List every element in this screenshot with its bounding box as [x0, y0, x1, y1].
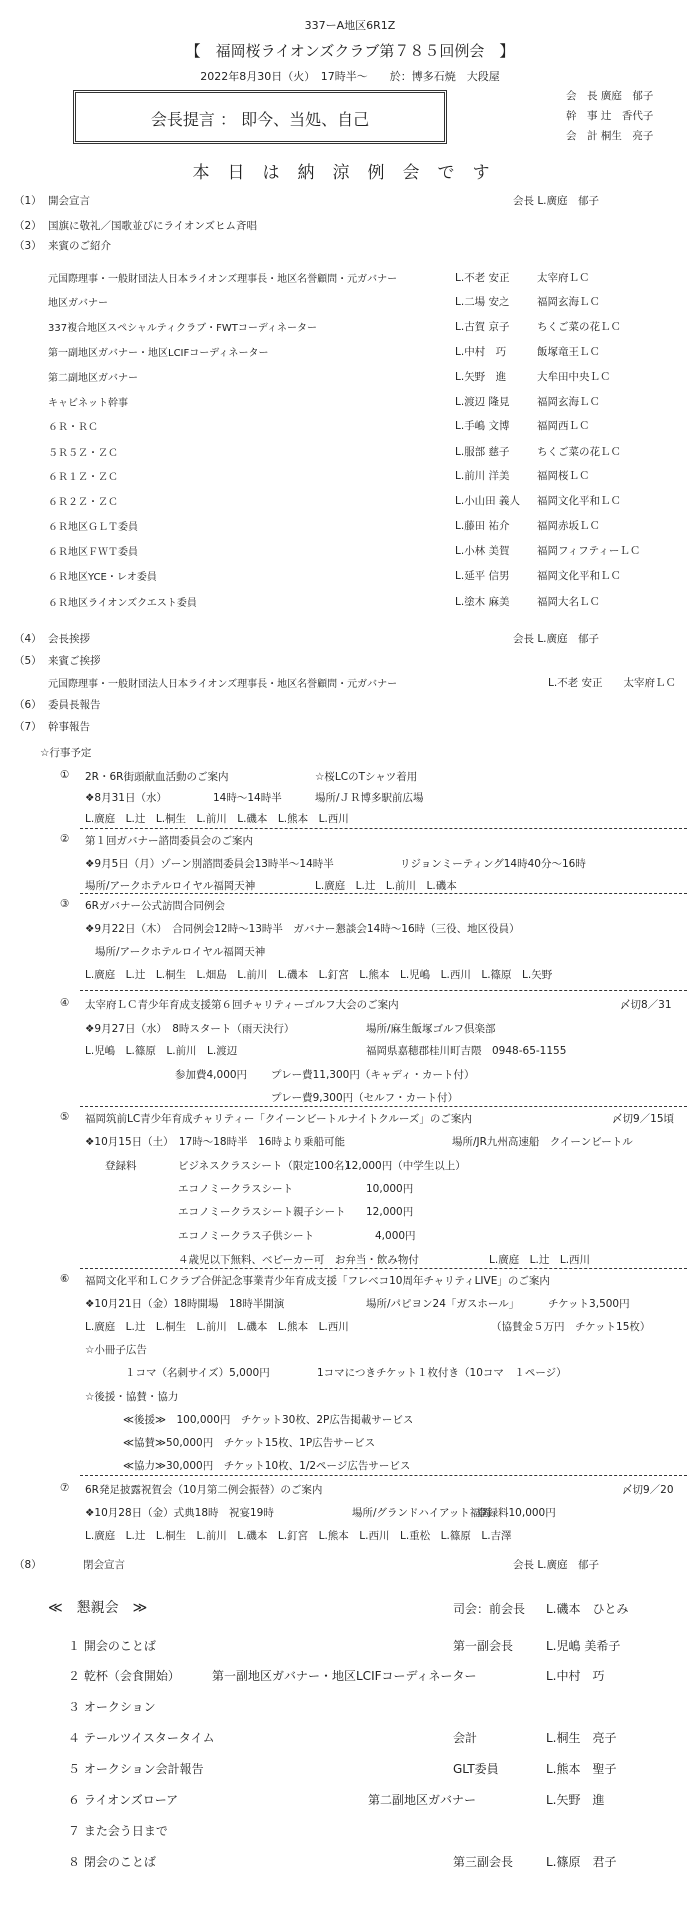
event-place: 場所/アークホテルロイヤル福岡天神	[85, 880, 256, 892]
agenda-num: （7）	[14, 721, 42, 733]
guest-club: 福岡玄海ＬＣ	[537, 396, 600, 408]
guest-title: ６Ｒ１Ｚ・ＺＣ	[48, 472, 118, 483]
event-members: L.廣庭 L.辻 L.西川	[489, 1254, 591, 1266]
event-place: 場所/グランドハイアット福岡	[352, 1507, 491, 1519]
seat-type: ビジネスクラスシート（限定100名）	[178, 1160, 355, 1172]
party-item-role: 第二副地区ガバナー	[368, 1793, 477, 1807]
event-title: 2R・6R街頭献血活動のご案内	[85, 771, 229, 783]
guest-title: ５Ｒ５Ｚ・ＺＣ	[48, 448, 118, 459]
event-date: ❖10月28日（金）式典18時 祝宴19時	[85, 1507, 274, 1519]
guest-name: L.二場 安之	[455, 296, 510, 308]
guest-title: 337複合地区スペシャルティクラブ・FWTコーディネーター	[48, 323, 318, 334]
party-item-role: 第三副会長	[453, 1855, 514, 1869]
event-note: ☆桜LCのTシャツ着用	[315, 771, 418, 783]
guest-name: L.不老 安正	[455, 272, 510, 284]
party-item-name: L.矢野 進	[546, 1793, 605, 1807]
agenda-item: 委員長報告	[48, 699, 101, 711]
guest-club: 大牟田中央ＬＣ	[537, 371, 611, 383]
party-title: ≪ 懇親会 ≫	[48, 1600, 148, 1616]
seat-price: 12,000円	[366, 1206, 414, 1218]
event-time: 14時～14時半	[213, 792, 282, 804]
party-item-name: L.熊本 聖子	[546, 1762, 617, 1776]
event-num: ④	[60, 997, 70, 1009]
guest-name: L.矢野 進	[455, 371, 507, 383]
party-item-text: ５ オークション会計報告	[68, 1762, 204, 1776]
divider	[80, 990, 687, 991]
event-place: 場所/ＪＲ博多駅前広場	[315, 792, 424, 804]
event-members: L.廣庭 L.辻 L.桐生 L.前川 L.磯本 L.釘宮 L.熊本 L.西川 L.重松 L.篠原 L.吉澤	[85, 1530, 512, 1542]
event-members: L.廣庭 L.辻 L.前川 L.磯本	[315, 880, 457, 892]
event-num: ①	[60, 769, 70, 781]
event-title: 第１回ガバナー諮問委員会のご案内	[85, 835, 253, 847]
agenda-num: （2）	[14, 220, 42, 232]
divider	[80, 1268, 687, 1269]
guest-title: ６Ｒ地区ライオンズクエスト委員	[48, 598, 197, 609]
event-date: ❖10月15日（土） 17時～18時半 16時より乗船可能	[85, 1136, 345, 1148]
party-item-text: ８ 閉会のことば	[68, 1855, 156, 1869]
event-deadline: 〆切9／20	[622, 1484, 674, 1496]
fee-label: 登録料	[105, 1160, 137, 1172]
guest-title: 元国際理事・一般財団法人日本ライオンズ理事長・地区名誉顧問・元ガバナー	[48, 274, 398, 285]
guest-club: 福岡文化平和ＬＣ	[537, 495, 621, 507]
agenda-item: 国旗に敬礼／国歌並びにライオンズヒム斉唱	[48, 220, 258, 232]
event-note: ４歳児以下無料、ベビーカー可 お弁当・飲み物付	[178, 1254, 419, 1266]
officer-treasurer: 会 計 桐生 亮子	[566, 130, 654, 142]
event-date: ❖9月22日（木） 合同例会12時～13時半 ガバナー懇談会14時～16時（三役、地区役員）	[85, 923, 520, 935]
agenda-item: 幹事報告	[48, 721, 90, 733]
event-place: 場所/アークホテルロイヤル福岡天神	[95, 946, 266, 958]
event-title: 福岡文化平和ＬＣクラブ合併記念事業青少年育成支援「フレベコ10周年チャリティLIVE」のご案内	[85, 1275, 550, 1287]
agenda-item: 会長挨拶	[48, 633, 90, 645]
agenda-item: 来賓ご挨拶	[48, 655, 101, 667]
seat-price: 10,000円	[366, 1183, 414, 1195]
guest-club: 福岡玄海ＬＣ	[537, 296, 600, 308]
agenda-item: 来賓のご紹介	[48, 240, 111, 252]
sponsor-tier: ≪後援≫ 100,000円 チケット30枚、2P広告掲載サービス	[123, 1414, 414, 1426]
seat-type: エコノミークラスシート親子シート	[178, 1206, 346, 1218]
guest-club: 福岡桜ＬＣ	[537, 470, 590, 482]
mc-name: L.磯本 ひとみ	[546, 1602, 629, 1616]
party-item-text: ７ また会う日まで	[68, 1824, 168, 1838]
guest-name: L.藤田 祐介	[455, 520, 510, 532]
party-item-role: 第一副地区ガバナー・地区LCIFコーディネーター	[212, 1669, 477, 1683]
event-deadline: 〆切9／15頃	[612, 1113, 675, 1125]
event-address: 福岡県嘉穂郡桂川町吉隈 0948-65-1155	[366, 1045, 567, 1057]
party-item-text: １ 開会のことば	[68, 1639, 156, 1653]
guest-name: L.手嶋 文博	[455, 420, 510, 432]
guest-greeting-name: L.不老 安正 太宰府ＬＣ	[548, 677, 677, 689]
guest-club: 福岡大名ＬＣ	[537, 596, 600, 608]
ad-note: 1コマにつきチケット１枚付き（10コマ １ページ）	[317, 1367, 567, 1379]
agenda-speaker: 会長 L.廣庭 郁子	[513, 1559, 600, 1571]
guest-club: ちくご菜の花ＬＣ	[537, 321, 621, 333]
event-date: ❖9月27日（水） 8時スタート（雨天決行）	[85, 1023, 295, 1035]
meeting-title: 【 福岡桜ライオンズクラブ第７８５回例会 】	[185, 42, 515, 60]
divider	[80, 893, 687, 894]
event-members: L.児嶋 L.篠原 L.前川 L.渡辺	[85, 1045, 238, 1057]
seat-price: 12,000円（中学生以上）	[345, 1160, 466, 1172]
party-item-text: ２ 乾杯（会食開始）	[68, 1669, 180, 1683]
guest-club: 福岡文化平和ＬＣ	[537, 570, 621, 582]
event-support: （協賛金５万円 チケット15枚）	[491, 1321, 651, 1333]
guest-title: ６Ｒ地区YCE・レオ委員	[48, 572, 157, 583]
event-members: L.廣庭 L.辻 L.桐生 L.前川 L.磯本 L.熊本 L.西川	[85, 813, 349, 825]
party-item-text: ６ ライオンズローア	[68, 1793, 179, 1807]
party-item-name: L.篠原 君子	[546, 1855, 617, 1869]
event-place: 場所/麻生飯塚ゴルフ倶楽部	[366, 1023, 496, 1035]
agenda-speaker: 会長 L.廣庭 郁子	[513, 195, 600, 207]
guest-club: 太宰府ＬＣ	[537, 272, 590, 284]
mc-role: 司会：前会長	[453, 1602, 526, 1616]
guest-title: 第一副地区ガバナー・地区LCIFコーディネーター	[48, 348, 269, 359]
party-item-name: L.中村 巧	[546, 1669, 605, 1683]
divider	[80, 1475, 687, 1476]
party-item-role: GLT委員	[453, 1762, 499, 1776]
seat-type: エコノミークラス子供シート	[178, 1230, 315, 1242]
agenda-num: （6）	[14, 699, 42, 711]
agenda-item: 閉会宣言	[83, 1559, 125, 1571]
party-item-name: L.桐生 亮子	[546, 1731, 617, 1745]
event-fee: プレー費9,300円（セルフ・カート付）	[271, 1092, 459, 1104]
agenda-num: （5）	[14, 655, 42, 667]
guest-title: ６Ｒ２Ｚ・ＺＣ	[48, 497, 118, 508]
sponsor-tier: ≪協賛≫50,000円 チケット15枚、1P広告サービス	[123, 1437, 376, 1449]
sponsor-title: ☆後援・協賛・協力	[85, 1391, 179, 1403]
ad-title: ☆小冊子広告	[85, 1344, 147, 1356]
events-header: ☆行事予定	[40, 747, 92, 759]
agenda-num: （4）	[14, 633, 42, 645]
event-members: L.廣庭 L.辻 L.桐生 L.前川 L.磯本 L.熊本 L.西川	[85, 1321, 349, 1333]
agenda-num: （1）	[14, 195, 42, 207]
guest-name: L.服部 慈子	[455, 446, 510, 458]
event-members: L.廣庭 L.辻 L.桐生 L.畑島 L.前川 L.磯本 L.釘宮 L.熊本 L.児嶋 L.西川 L.篠原 L.矢野	[85, 969, 553, 981]
guest-title: ６Ｒ・ＲＣ	[48, 422, 98, 433]
seat-type: エコノミークラスシート	[178, 1183, 294, 1195]
guest-name: L.渡辺 隆見	[455, 396, 510, 408]
date-line: 2022年8月30日（火） 17時半～ 於：博多石焼 大段屋	[200, 70, 500, 83]
event-place: 場所/JR九州高速船 クイーンビートル	[452, 1136, 633, 1148]
event-ticket: チケット3,500円	[548, 1298, 630, 1310]
seat-price: 4,000円	[375, 1230, 416, 1242]
event-date: ❖9月5日（月）ゾーン別諮問委員会13時半～14時半	[85, 858, 334, 870]
guest-name: L.中村 巧	[455, 346, 507, 358]
party-item-name: L.児嶋 美希子	[546, 1639, 621, 1653]
agenda-num: （8）	[14, 1559, 42, 1571]
agenda-num: （3）	[14, 240, 42, 252]
guest-title: ６Ｒ地区ＧＬＴ委員	[48, 522, 138, 533]
guest-name: L.延平 信男	[455, 570, 510, 582]
guest-name: L.塗木 麻美	[455, 596, 510, 608]
event-num: ⑤	[60, 1111, 70, 1123]
guest-title: 第二副地区ガバナー	[48, 373, 138, 384]
party-item-role: 会計	[453, 1731, 478, 1745]
event-num: ③	[60, 898, 70, 910]
guest-name: L.小山田 義人	[455, 495, 521, 507]
agenda-speaker: 会長 L.廣庭 郁子	[513, 633, 600, 645]
guest-club: 福岡西ＬＣ	[537, 420, 590, 432]
guest-name: L.古賀 京子	[455, 321, 510, 333]
event-date: ❖8月31日（水）	[85, 792, 167, 804]
event-fee: プレー費11,300円（キャディ・カート付）	[271, 1069, 475, 1081]
event-title: 太宰府ＬＣ青少年育成支援第６回チャリティーゴルフ大会のご案内	[85, 999, 399, 1011]
guest-greeting-title: 元国際理事・一般財団法人日本ライオンズ理事長・地区名誉顧問・元ガバナー	[48, 679, 398, 690]
party-item-text: ３ オークション	[68, 1700, 156, 1714]
guest-name: L.前川 洋美	[455, 470, 510, 482]
president-motto: 会長提言 ： 即今、当処、自己	[150, 110, 370, 129]
guest-club: 飯塚竜王ＬＣ	[537, 346, 600, 358]
event-num: ⑥	[60, 1273, 70, 1285]
officer-secretary: 幹 事 辻 香代子	[566, 110, 654, 122]
party-item-text: ４ テールツイスタータイム	[68, 1731, 215, 1745]
event-deadline: 〆切8／31	[620, 999, 672, 1011]
officer-president: 会 長 廣庭 郁子	[566, 90, 654, 102]
event-fee: 参加費4,000円	[175, 1069, 248, 1081]
event-title: 6Rガバナー公式訪問合同例会	[85, 900, 225, 912]
guest-club: ちくご菜の花ＬＣ	[537, 446, 621, 458]
event-date: ❖10月21日（金）18時開場 18時半開演	[85, 1298, 285, 1310]
ad-price: １コマ（名刺サイズ）5,000円	[125, 1367, 270, 1379]
party-item-role: 第一副会長	[453, 1639, 514, 1653]
event-title: 6R発足披露祝賀会（10月第二例会振替）のご案内	[85, 1484, 323, 1496]
event-fee: 登録料10,000円	[477, 1507, 556, 1519]
divider	[80, 1106, 687, 1107]
divider	[80, 828, 687, 829]
event-place: 場所/パピヨン24「ガスホール」	[366, 1298, 520, 1310]
sponsor-tier: ≪協力≫30,000円 チケット10枚、1/2ページ広告サービス	[123, 1460, 411, 1472]
event-num: ②	[60, 833, 70, 845]
agenda-item: 開会宣言	[48, 195, 90, 207]
event-num: ⑦	[60, 1482, 70, 1494]
guest-club: 福岡赤坂ＬＣ	[537, 520, 600, 532]
guest-name: L.小林 美賀	[455, 545, 510, 557]
today-banner: 本日は納涼例会です	[192, 163, 508, 183]
event-meeting: リジョンミーティング14時40分～16時	[400, 858, 586, 870]
guest-title: 地区ガバナー	[48, 298, 108, 309]
district-label: 337ーA地区6R1Z	[304, 19, 396, 32]
guest-title: キャビネット幹事	[48, 398, 128, 409]
event-title: 福岡筑前LC青少年育成チャリティー「クイーンビートルナイトクルーズ」のご案内	[85, 1113, 472, 1125]
guest-title: ６Ｒ地区ＦＷＴ委員	[48, 547, 138, 558]
guest-club: 福岡フィフティーＬＣ	[537, 545, 641, 557]
